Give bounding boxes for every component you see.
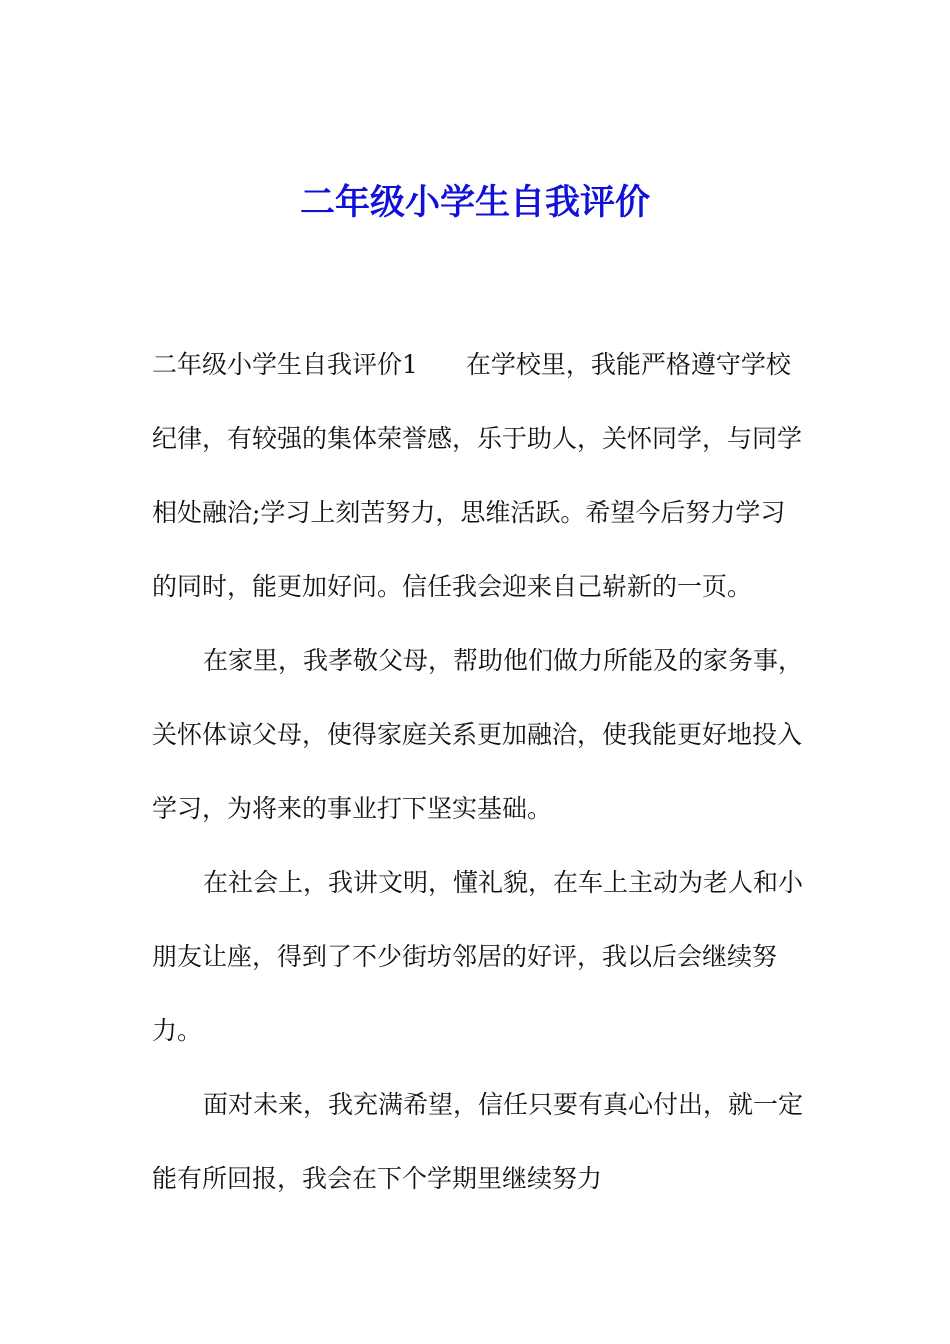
paragraph-3: 在社会上，我讲文明，懂礼貌，在车上主动为老人和小朋友让座，得到了不少街坊邻居的好评，我以后会继续努力。 [152, 868, 804, 1045]
section-heading: 二年级小学生自我评价1 [152, 350, 418, 379]
paragraph-1 [152, 328, 806, 624]
document-body [152, 328, 806, 1216]
paragraph-1-text: 在学校里，我能严格遵守学校纪律，有较强的集体荣誉感，乐于助人，关怀同学，与同学相处融洽;学习上刻苦努力，思维活跃。希望今后努力学习的同时，能更加好问。信任我会迎来自己崭新的一页。 [152, 350, 803, 601]
document-title: 二年级小学生自我评价 [299, 183, 650, 223]
paragraph-4: 面对未来，我充满希望，信任只要有真心付出，就一定能有所回报，我会在下个学期里继续努力 [152, 1090, 804, 1193]
paragraph-2: 在家里，我孝敬父母，帮助他们做力所能及的家务事，关怀体谅父母，使得家庭关系更加融洽，使我能更好地投入学习，为将来的事业打下坚实基础。 [152, 646, 804, 823]
